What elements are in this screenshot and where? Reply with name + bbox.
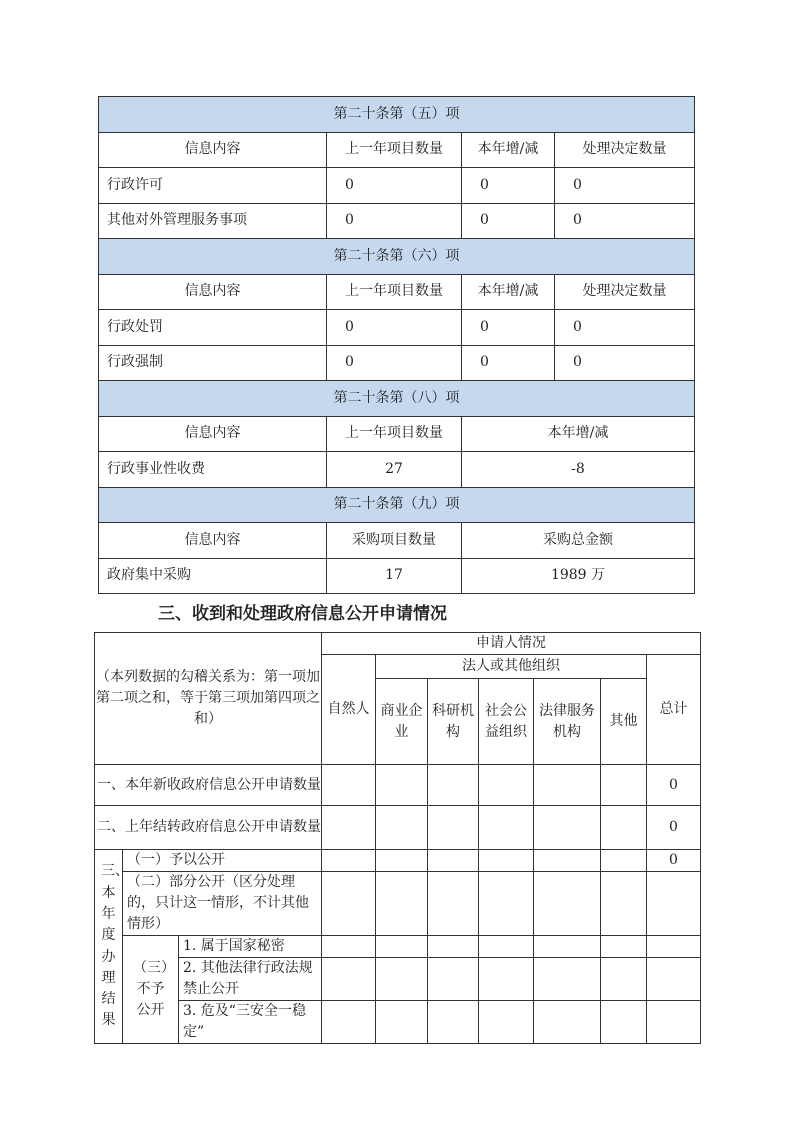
table-row — [95, 936, 701, 958]
section-title: 第二十条第（五）项 — [99, 97, 695, 133]
table-row — [99, 558, 695, 594]
row-label: 行政许可 — [99, 168, 327, 204]
column-header: 信息内容 — [99, 523, 327, 559]
legal-entity-header: 法人或其他组织 — [376, 655, 647, 679]
section-header-row — [99, 381, 695, 417]
row-label: 3. 危及“三安全一稳定” — [179, 1001, 322, 1044]
table-cell: 0 — [327, 203, 462, 239]
table-cell: 1989 万 — [462, 558, 695, 594]
column-header: 上一年项目数量 — [327, 132, 462, 168]
header-row — [95, 633, 701, 655]
table-cell: 17 — [327, 558, 462, 594]
table-cell — [322, 936, 376, 958]
table-cell — [376, 806, 428, 850]
table-row — [99, 345, 695, 381]
table-cell — [428, 1001, 479, 1044]
table-cell — [534, 1001, 601, 1044]
total-cell — [647, 958, 701, 1001]
table-cell: 0 — [327, 168, 462, 204]
table-cell — [322, 850, 376, 872]
table-cell: 0 — [462, 310, 555, 346]
table-cell — [601, 872, 647, 936]
table-cell — [601, 1001, 647, 1044]
table-cell — [479, 872, 534, 936]
table-cell: 0 — [555, 168, 695, 204]
section-title: 第二十条第（八）项 — [99, 381, 695, 417]
header-row — [99, 523, 695, 559]
table-cell — [534, 872, 601, 936]
total-cell: 0 — [647, 765, 701, 806]
table-cell — [479, 806, 534, 850]
table-cell — [428, 958, 479, 1001]
column-header: 处理决定数量 — [555, 274, 695, 310]
table-cell: 0 — [555, 310, 695, 346]
column-header: 采购项目数量 — [327, 523, 462, 559]
table-cell: 0 — [555, 345, 695, 381]
table-row — [95, 765, 701, 806]
total-cell — [647, 872, 701, 936]
table-cell: 0 — [327, 310, 462, 346]
table-cell — [376, 872, 428, 936]
section-header-row — [99, 487, 695, 523]
total-cell — [647, 1001, 701, 1044]
row-label: 1. 属于国家秘密 — [179, 936, 322, 958]
section-header-row — [99, 239, 695, 275]
table-cell — [322, 872, 376, 936]
section-title: 第二十条第（六）项 — [99, 239, 695, 275]
row-label: 二、上年结转政府信息公开申请数量 — [95, 806, 322, 850]
column-header: 本年增/减 — [462, 416, 695, 452]
table-cell — [428, 936, 479, 958]
column-header: 信息内容 — [99, 416, 327, 452]
column-header: 社会公益组织 — [479, 679, 534, 765]
table-cell: -8 — [462, 452, 695, 488]
table-cell — [376, 936, 428, 958]
row-label: 行政强制 — [99, 345, 327, 381]
column-header: 本年增/减 — [462, 132, 555, 168]
table-cell — [376, 1001, 428, 1044]
table-cell — [534, 806, 601, 850]
table-row — [99, 452, 695, 488]
table-cell — [322, 1001, 376, 1044]
table-cell — [479, 1001, 534, 1044]
table-cell: 0 — [555, 203, 695, 239]
table-row — [95, 872, 701, 936]
column-header: 法律服务机构 — [534, 679, 601, 765]
applicant-header: 申请人情况 — [322, 633, 701, 655]
column-note: （本列数据的勾稽关系为：第一项加第二项之和，等于第三项加第四项之和） — [95, 633, 322, 765]
table-row — [95, 958, 701, 1001]
row-label: 政府集中采购 — [99, 558, 327, 594]
table-row — [99, 310, 695, 346]
column-header: 其他 — [601, 679, 647, 765]
table-cell — [479, 958, 534, 1001]
row-label: 2. 其他法律行政法规禁止公开 — [179, 958, 322, 1001]
table-cell — [601, 850, 647, 872]
table-cell — [428, 850, 479, 872]
natural-person-header: 自然人 — [322, 655, 376, 765]
table-cell — [534, 765, 601, 806]
column-header: 处理决定数量 — [555, 132, 695, 168]
table-row — [95, 850, 701, 872]
row-label: 行政处罚 — [99, 310, 327, 346]
table-cell: 0 — [462, 203, 555, 239]
total-cell — [647, 936, 701, 958]
table-cell — [322, 958, 376, 1001]
section-title: 第二十条第（九）项 — [99, 487, 695, 523]
table-cell — [376, 850, 428, 872]
table-cell — [376, 958, 428, 1001]
table-cell — [322, 806, 376, 850]
article-20-table — [98, 96, 695, 594]
row-label: 其他对外管理服务事项 — [99, 203, 327, 239]
column-header: 采购总金额 — [462, 523, 695, 559]
row-group-label: 三、本年度办理结果 — [95, 850, 123, 1044]
table-cell — [428, 765, 479, 806]
table-row — [99, 203, 695, 239]
section-header-row — [99, 97, 695, 133]
row-group-label: （三）不予公开 — [123, 936, 179, 1044]
column-header: 上一年项目数量 — [327, 274, 462, 310]
total-cell: 0 — [647, 850, 701, 872]
table-cell — [479, 936, 534, 958]
column-header: 商业企业 — [376, 679, 428, 765]
table-row — [95, 1001, 701, 1044]
table-cell — [601, 765, 647, 806]
table-cell — [601, 806, 647, 850]
table-cell — [601, 936, 647, 958]
table-cell — [534, 958, 601, 1001]
row-label: 行政事业性收费 — [99, 452, 327, 488]
row-label: （二）部分公开（区分处理的，只计这一情形，不计其他情形） — [123, 872, 322, 936]
total-header: 总计 — [647, 655, 701, 765]
section-heading: 三、收到和处理政府信息公开申请情况 — [158, 604, 447, 624]
table-row — [99, 168, 695, 204]
table-cell — [534, 850, 601, 872]
row-label: 一、本年新收政府信息公开申请数量 — [95, 765, 322, 806]
table-cell: 27 — [327, 452, 462, 488]
column-header: 信息内容 — [99, 274, 327, 310]
table-cell — [428, 872, 479, 936]
table-cell — [479, 765, 534, 806]
column-header: 本年增/减 — [462, 274, 555, 310]
header-row — [99, 274, 695, 310]
column-header: 信息内容 — [99, 132, 327, 168]
table-cell: 0 — [327, 345, 462, 381]
column-header: 上一年项目数量 — [327, 416, 462, 452]
application-table — [94, 632, 701, 1044]
table-cell — [322, 765, 376, 806]
table-row — [95, 806, 701, 850]
column-header: 科研机构 — [428, 679, 479, 765]
table-cell — [376, 765, 428, 806]
table-cell — [428, 806, 479, 850]
header-row — [99, 416, 695, 452]
table-cell — [601, 958, 647, 1001]
total-cell: 0 — [647, 806, 701, 850]
table-cell — [534, 936, 601, 958]
table-cell — [479, 850, 534, 872]
table-cell: 0 — [462, 168, 555, 204]
table-cell: 0 — [462, 345, 555, 381]
row-label: （一）予以公开 — [123, 850, 322, 872]
header-row — [99, 132, 695, 168]
